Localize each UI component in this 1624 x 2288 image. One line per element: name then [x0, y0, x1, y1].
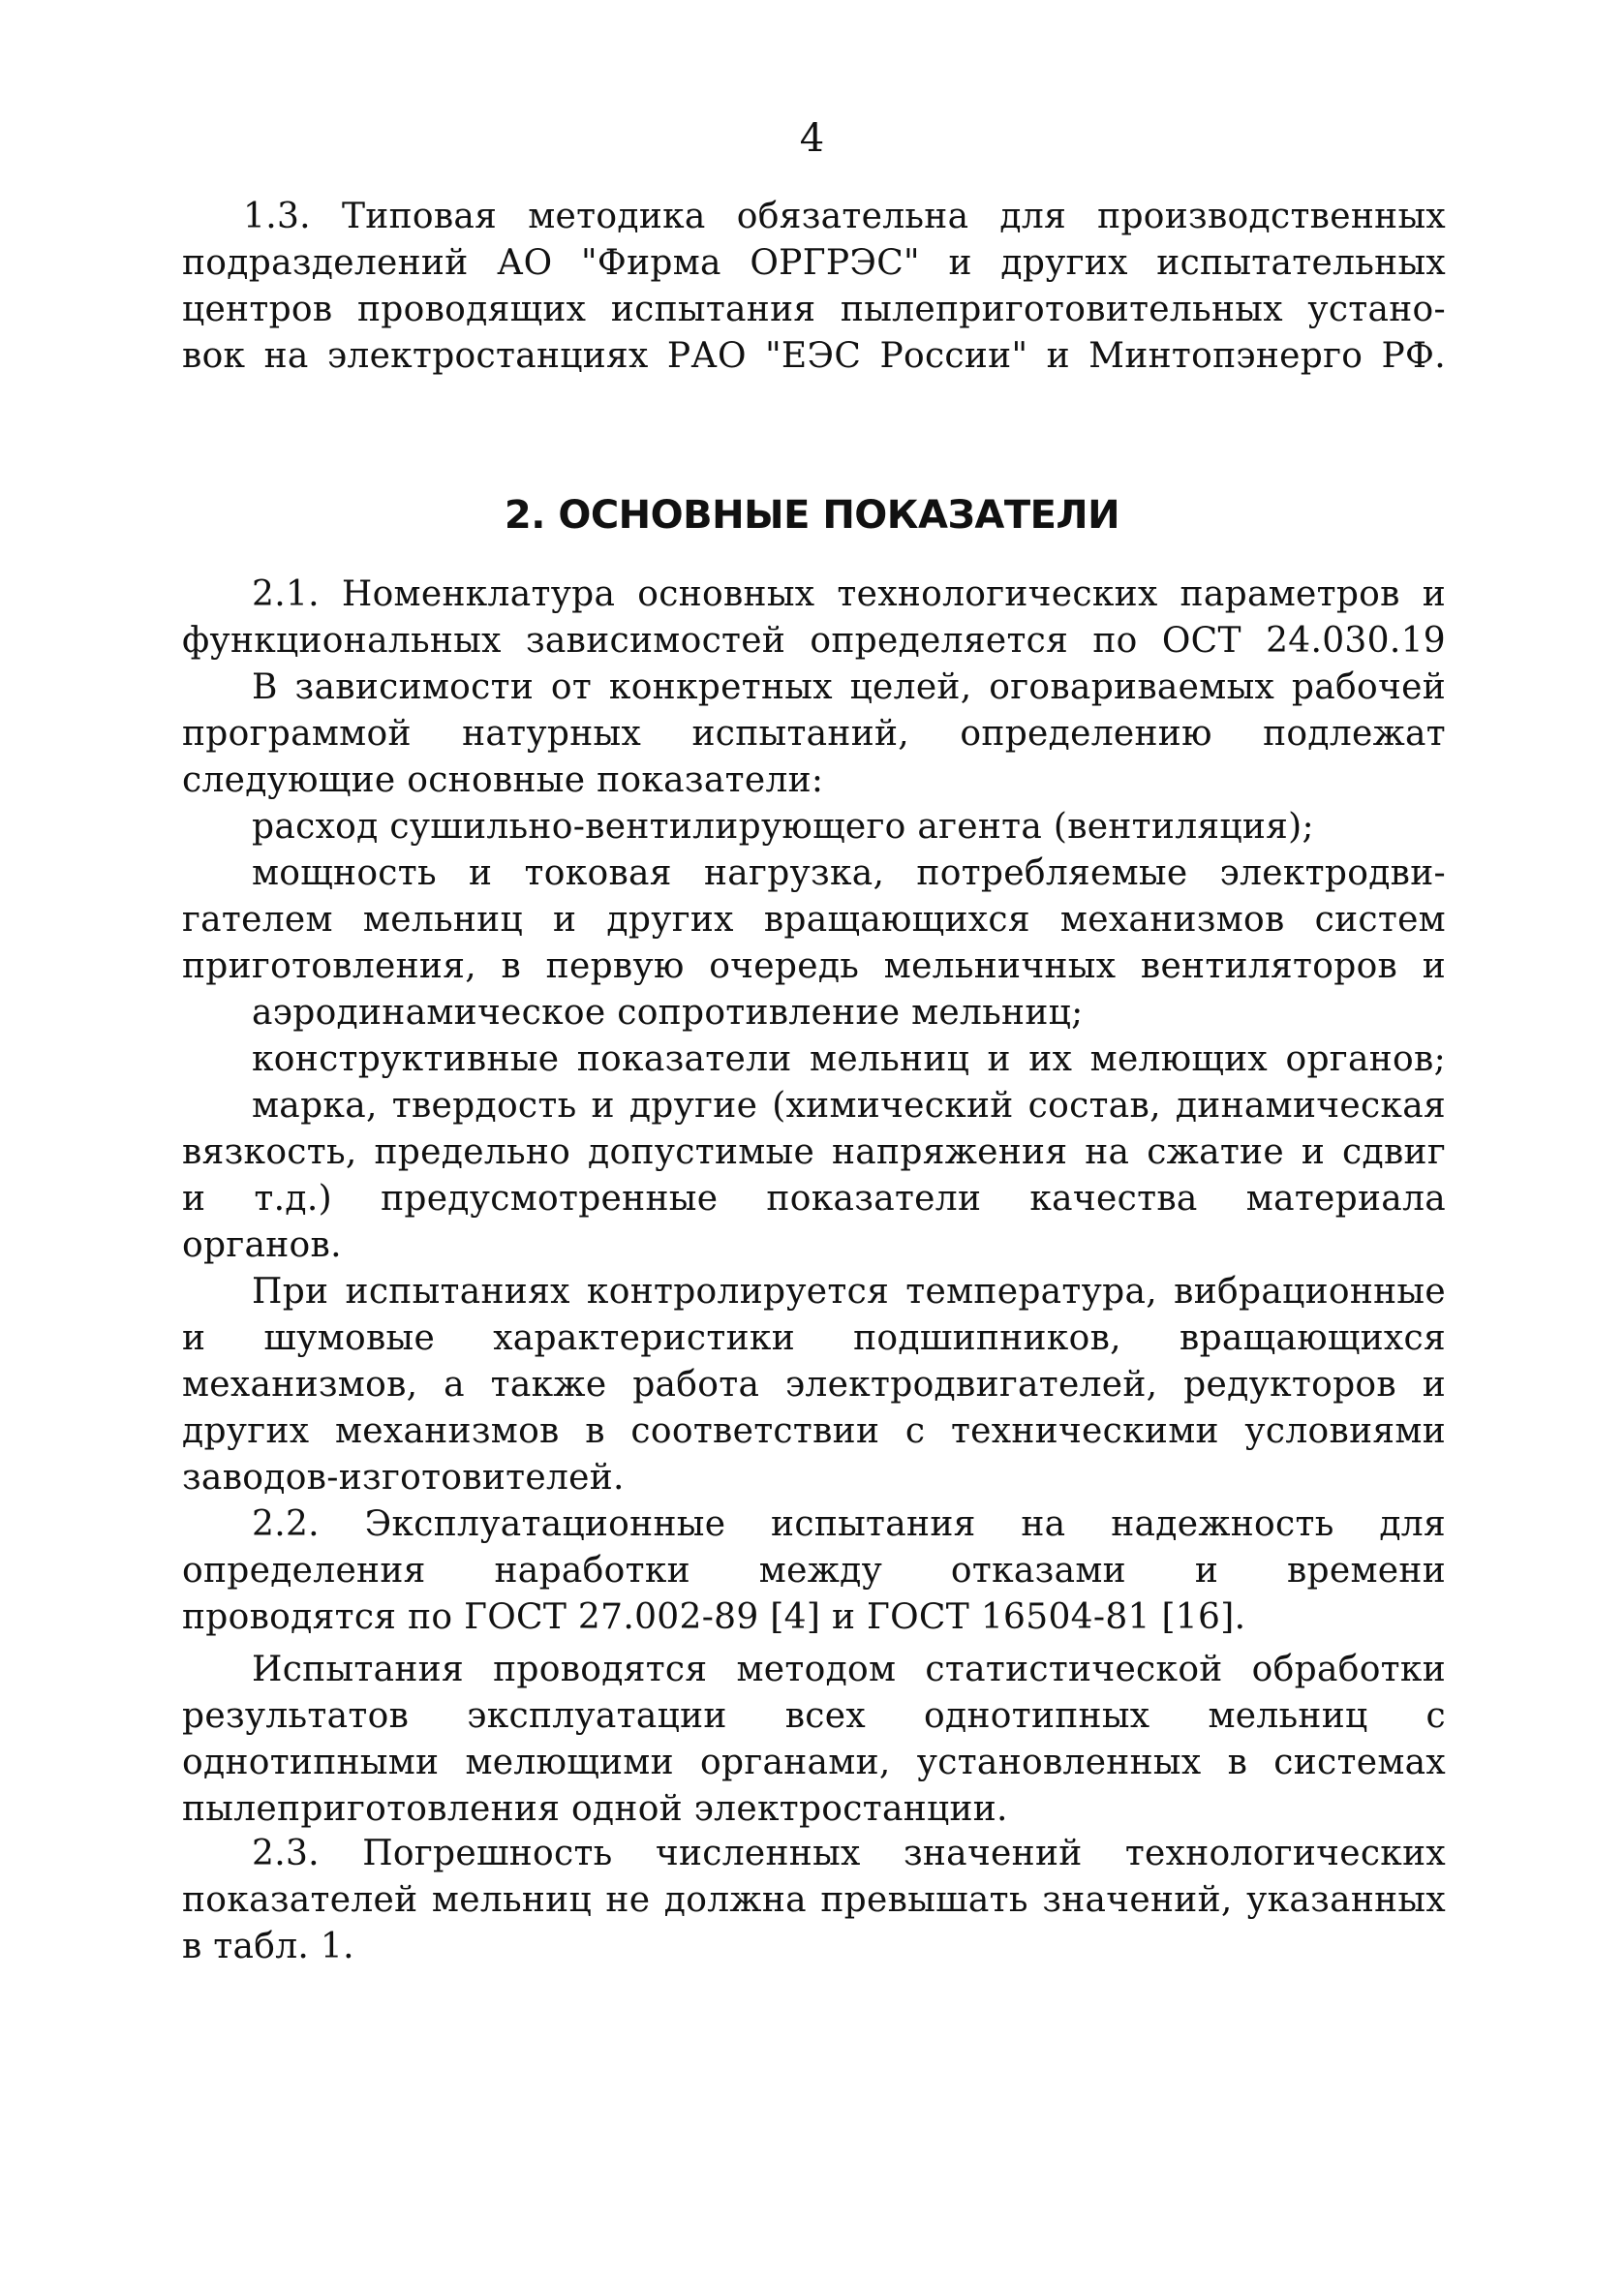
paragraph-2-1 [182, 572, 1446, 804]
text-line: программой натурных испытаний, определению подлежат [182, 714, 1446, 754]
list-item-continuation: приготовления, в первую очередь мельничных вентиляторов и [182, 946, 1446, 986]
text-line: результатов эксплуатации всех однотипных мельниц с [182, 1696, 1446, 1736]
list-item-continuation: органов. [182, 1225, 342, 1265]
list-item: аэродинамическое сопротивление мельниц; [252, 993, 1084, 1033]
list-item-continuation: вязкость, предельно допустимые напряжения на сжатие и сдвиг [182, 1132, 1446, 1172]
text-line: 2.2. Эксплуатационные испытания на надежность для [252, 1504, 1446, 1544]
text-line: однотипными мелющими органами, установленных в системах [182, 1743, 1446, 1782]
list-item: расход сушильно-вентилирующего агента (вентиляция); [252, 807, 1314, 847]
list-item: мощность и токовая нагрузка, потребляемые электродви- [252, 853, 1446, 893]
text-line: в табл. 1. [182, 1927, 354, 1966]
text-line: проводятся по ГОСТ 27.002-89 [4] и ГОСТ 16504-81 [16]. [182, 1597, 1246, 1637]
text-line: показателей мельниц не должна превышать значений, указанных [182, 1880, 1446, 1920]
text-line: Испытания проводятся методом статистической обработки [252, 1650, 1446, 1689]
text-line: центров проводящих испытания пылеприготовительных устано- [182, 290, 1446, 329]
text-line: заводов-изготовителей. [182, 1458, 625, 1498]
text-line: вок на электростанциях РАО "ЕЭС России" и Минтопэнерго РФ. [182, 336, 1446, 376]
list-item-continuation: гателем мельниц и других вращающихся механизмов систем [182, 900, 1446, 940]
text-line: определения наработки между отказами и времени [182, 1551, 1446, 1591]
page-number: 4 [799, 116, 825, 161]
text-line: функциональных зависимостей определяется по ОСТ 24.030.19 [182, 621, 1446, 661]
text-line: 1.3. Типовая методика обязательна для производственных [243, 197, 1446, 236]
text-line: В зависимости от конкретных целей, оговариваемых рабочей [252, 667, 1446, 707]
text-line: механизмов, а также работа электродвигателей, редукторов и [182, 1365, 1446, 1405]
paragraph-2-3 [182, 1831, 1446, 1970]
text-line: других механизмов в соответствии с техническими условиями [182, 1411, 1446, 1451]
list-item: конструктивные показатели мельниц и их мелющих органов; [252, 1039, 1446, 1079]
indicators-list [182, 804, 1446, 1269]
list-item-continuation: и т.д.) предусмотренные показатели качества материала [182, 1179, 1446, 1219]
section-title: 2. ОСНОВНЫЕ ПОКАЗАТЕЛИ [504, 493, 1120, 538]
paragraph-2-2 [182, 1501, 1446, 1641]
text-line: При испытаниях контролируется температура, вибрационные [252, 1272, 1446, 1312]
list-item: марка, твердость и другие (химический состав, динамическая [252, 1086, 1446, 1126]
text-line: 2.1. Номенклатура основных технологических параметров и [252, 574, 1446, 614]
paragraph-statistics [182, 1647, 1446, 1833]
text-line: пылеприготовления одной электростанции. [182, 1789, 1008, 1829]
paragraph-1-3 [182, 194, 1446, 380]
text-line: следующие основные показатели: [182, 760, 824, 800]
text-line: подразделений АО "Фирма ОРГРЭС" и других испытательных [182, 243, 1446, 283]
text-line: и шумовые характеристики подшипников, вращающихся [182, 1318, 1446, 1358]
paragraph-tests [182, 1269, 1446, 1501]
text-line: 2.3. Погрешность численных значений технологических [252, 1834, 1446, 1873]
